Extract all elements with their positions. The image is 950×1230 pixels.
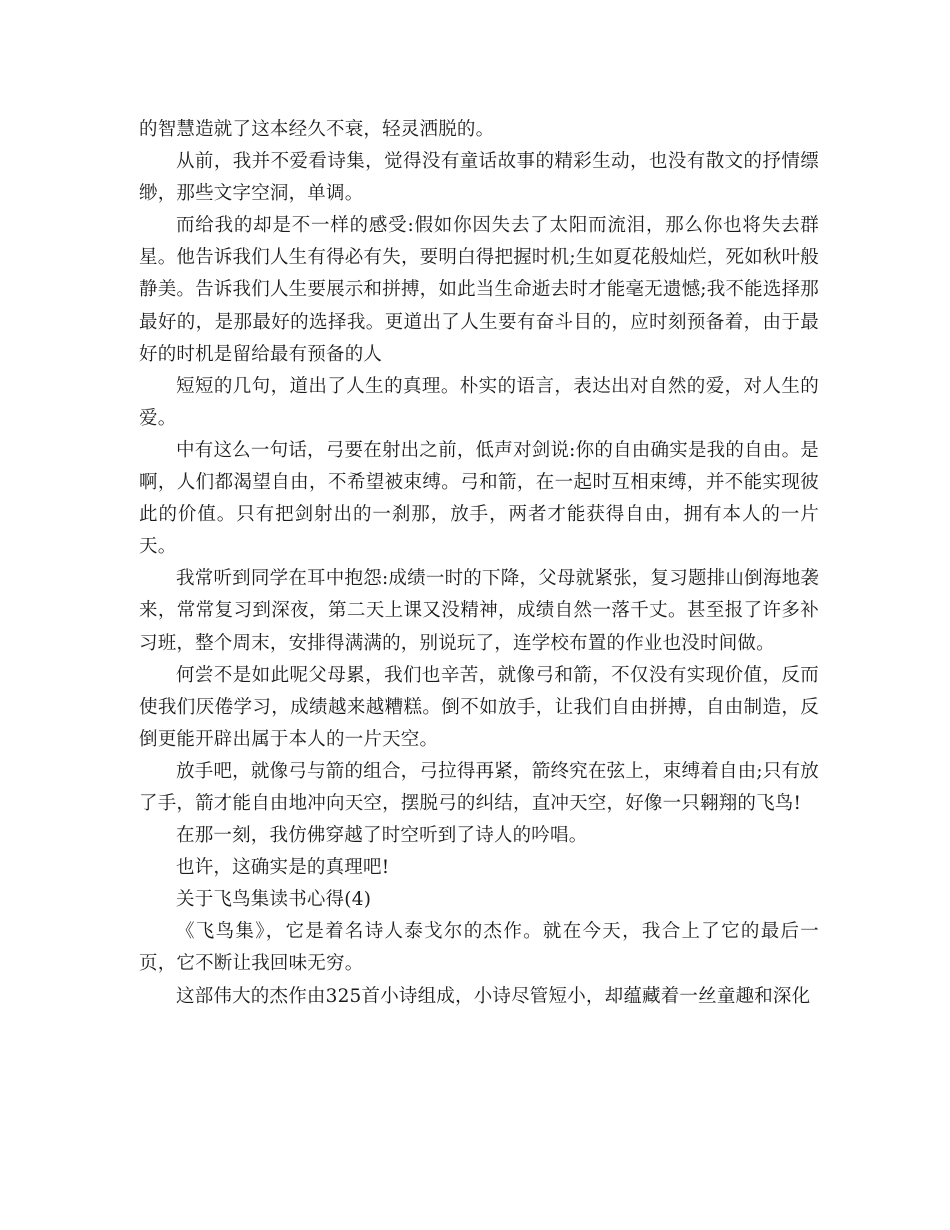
paragraph: 这部伟大的杰作由325首小诗组成，小诗尽管短小，却蕴藏着一丝童趣和深化	[176, 985, 811, 1007]
paragraph: 也许，这确实是的真理吧!	[176, 857, 390, 879]
paragraph: 放手吧，就像弓与箭的组合，弓拉得再紧，箭终究在弦上，束缚着自由;只有放了手，箭才能自由地冲向天空，摆脱弓的纠结，直冲天空，好像一只翱翔的飞鸟!	[139, 760, 819, 814]
document-body	[139, 114, 819, 1013]
section-heading: 关于飞鸟集读书心得(4)	[176, 889, 372, 911]
paragraph: 从前，我并不爱看诗集，觉得没有童话故事的精彩生动，也没有散文的抒情缥缈，那些文字空洞，单调。	[139, 151, 819, 205]
paragraph: 中有这么一句话，弓要在射出之前，低声对剑说:你的自由确实是我的自由。是啊，人们都渴望自由，不希望被束缚。弓和箭，在一起时互相束缚，并不能实现彼此的价值。只有把剑射出的一刹那，放手，两者才能获得自由，拥有本人的一片天。	[139, 439, 819, 558]
paragraph: 的智慧造就了这本经久不衰，轻灵洒脱的。	[139, 119, 495, 140]
paragraph: 我常听到同学在耳中抱怨:成绩一时的下降，父母就紧张，复习题排山倒海地袭来，常常复习到深夜，第二天上课又没精神，成绩自然一落千丈。甚至报了许多补习班，整个周末，安排得满满的，别说玩了，连学校布置的作业也没时间做。	[139, 568, 819, 654]
paragraph: 短短的几句，道出了人生的真理。朴实的语言，表达出对自然的爱，对人生的爱。	[139, 375, 819, 429]
paragraph: 而给我的却是不一样的感受:假如你因失去了太阳而流泪，那么你也将失去群星。他告诉我们人生有得必有失，要明白得把握时机;生如夏花般灿烂，死如秋叶般静美。告诉我们人生要展示和拼搏，如此当生命逝去时才能毫无遗憾;我不能选择那最好的，是那最好的选择我。更道出了人生要有奋斗目的，应时刻预备着，由于最好的时机是留给最有预备的人	[139, 215, 819, 365]
paragraph: 何尝不是如此呢父母累，我们也辛苦，就像弓和箭，不仅没有实现价值，反而使我们厌倦学习，成绩越来越糟糕。倒不如放手，让我们自由拼搏，自由制造，反倒更能开辟出属于本人的一片天空。	[139, 664, 819, 750]
paragraph: 《飞鸟集》，它是着名诗人泰戈尔的杰作。就在今天，我合上了它的最后一页，它不断让我回味无穷。	[139, 921, 819, 975]
paragraph: 在那一刻，我仿佛穿越了时空听到了诗人的吟唱。	[176, 825, 588, 847]
